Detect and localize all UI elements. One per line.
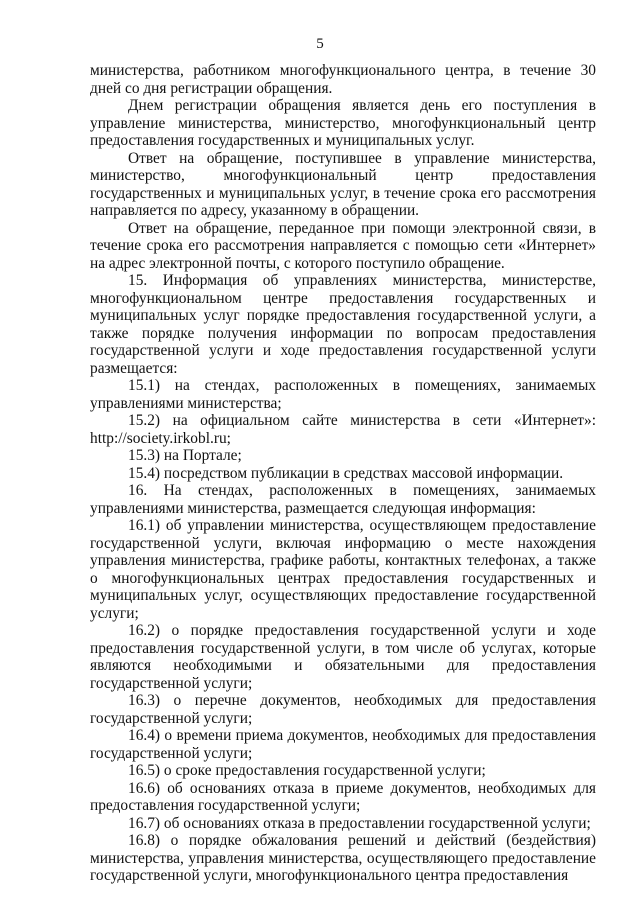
- paragraph: 16. На стендах, расположенных в помещениях, занимаемых управлениями министерства, размещается следующая информация:: [90, 482, 596, 517]
- paragraph: Ответ на обращение, переданное при помощи электронной связи, в течение срока его рассмотрения направляется с помощью сети «Интернет» на адрес электронной почты, с которого поступило обращение.: [90, 219, 596, 272]
- paragraph: 16.2) о порядке предоставления государственной услуги и ходе предоставления государственной услуги, в том числе об услугах, которые являются необходимыми и обязательными для предоставления государственной услуги;: [90, 622, 596, 692]
- paragraph: министерства, работником многофункционального центра, в течение 30 дней со дня регистрации обращения.: [90, 62, 596, 97]
- document-body: [90, 62, 596, 885]
- paragraph: 16.6) об основаниях отказа в приеме документов, необходимых для предоставления государственной услуги;: [90, 779, 596, 814]
- paragraph: 15.4) посредством публикации в средствах массовой информации.: [128, 464, 564, 482]
- paragraph: 15.3) на Портале;: [128, 447, 242, 464]
- paragraph: 16.1) об управлении министерства, осуществляющем предоставление государственной услуги, включая информацию о месте нахождения управления министерства, графике работы, контактных телефонах, а также о многофункциональных центрах предоставления государственных и муниципальных услуг, осуществляющих предоставление государственной услуги;: [90, 517, 596, 622]
- paragraph: 15.2) на официальном сайте министерства в сети «Интернет»: http://society.irkobl.ru;: [90, 412, 596, 447]
- paragraph: 16.7) об основаниях отказа в предоставлении государственной услуги;: [128, 814, 591, 832]
- paragraph: Днем регистрации обращения является день его поступления в управление министерства, министерство, многофункциональный центр предоставления государственных и муниципальных услуг.: [90, 97, 596, 149]
- paragraph: 16.4) о времени приема документов, необходимых для предоставления государственной услуги;: [90, 727, 596, 762]
- paragraph: 16.3) о перечне документов, необходимых для предоставления государственной услуги;: [90, 692, 596, 727]
- page-number: 5: [316, 36, 324, 52]
- paragraph: 16.5) о сроке предоставления государственной услуги;: [128, 762, 486, 779]
- paragraph: Ответ на обращение, поступившее в управление министерства, министерство, многофункциональный центр предоставления государственных и муниципальных услуг, в течение срока его рассмотрения направляется по адресу, указанному в обращении.: [90, 149, 596, 219]
- paragraph: 16.8) о порядке обжалования решений и действий (бездействия) министерства, управления министерства, осуществляющего предоставление государственной услуги, многофункционального центра предоставления: [90, 832, 596, 884]
- paragraph: 15.1) на стендах, расположенных в помещениях, занимаемых управлениями министерства;: [90, 377, 596, 412]
- paragraph: 15. Информация об управлениях министерства, министерстве, многофункциональном центре предоставления государственных и муниципальных услуг порядке предоставления государственной услуги, а также порядке получения информации по вопросам предоставления государственной услуги и ходе предоставления государственной услуги размещается:: [90, 272, 596, 377]
